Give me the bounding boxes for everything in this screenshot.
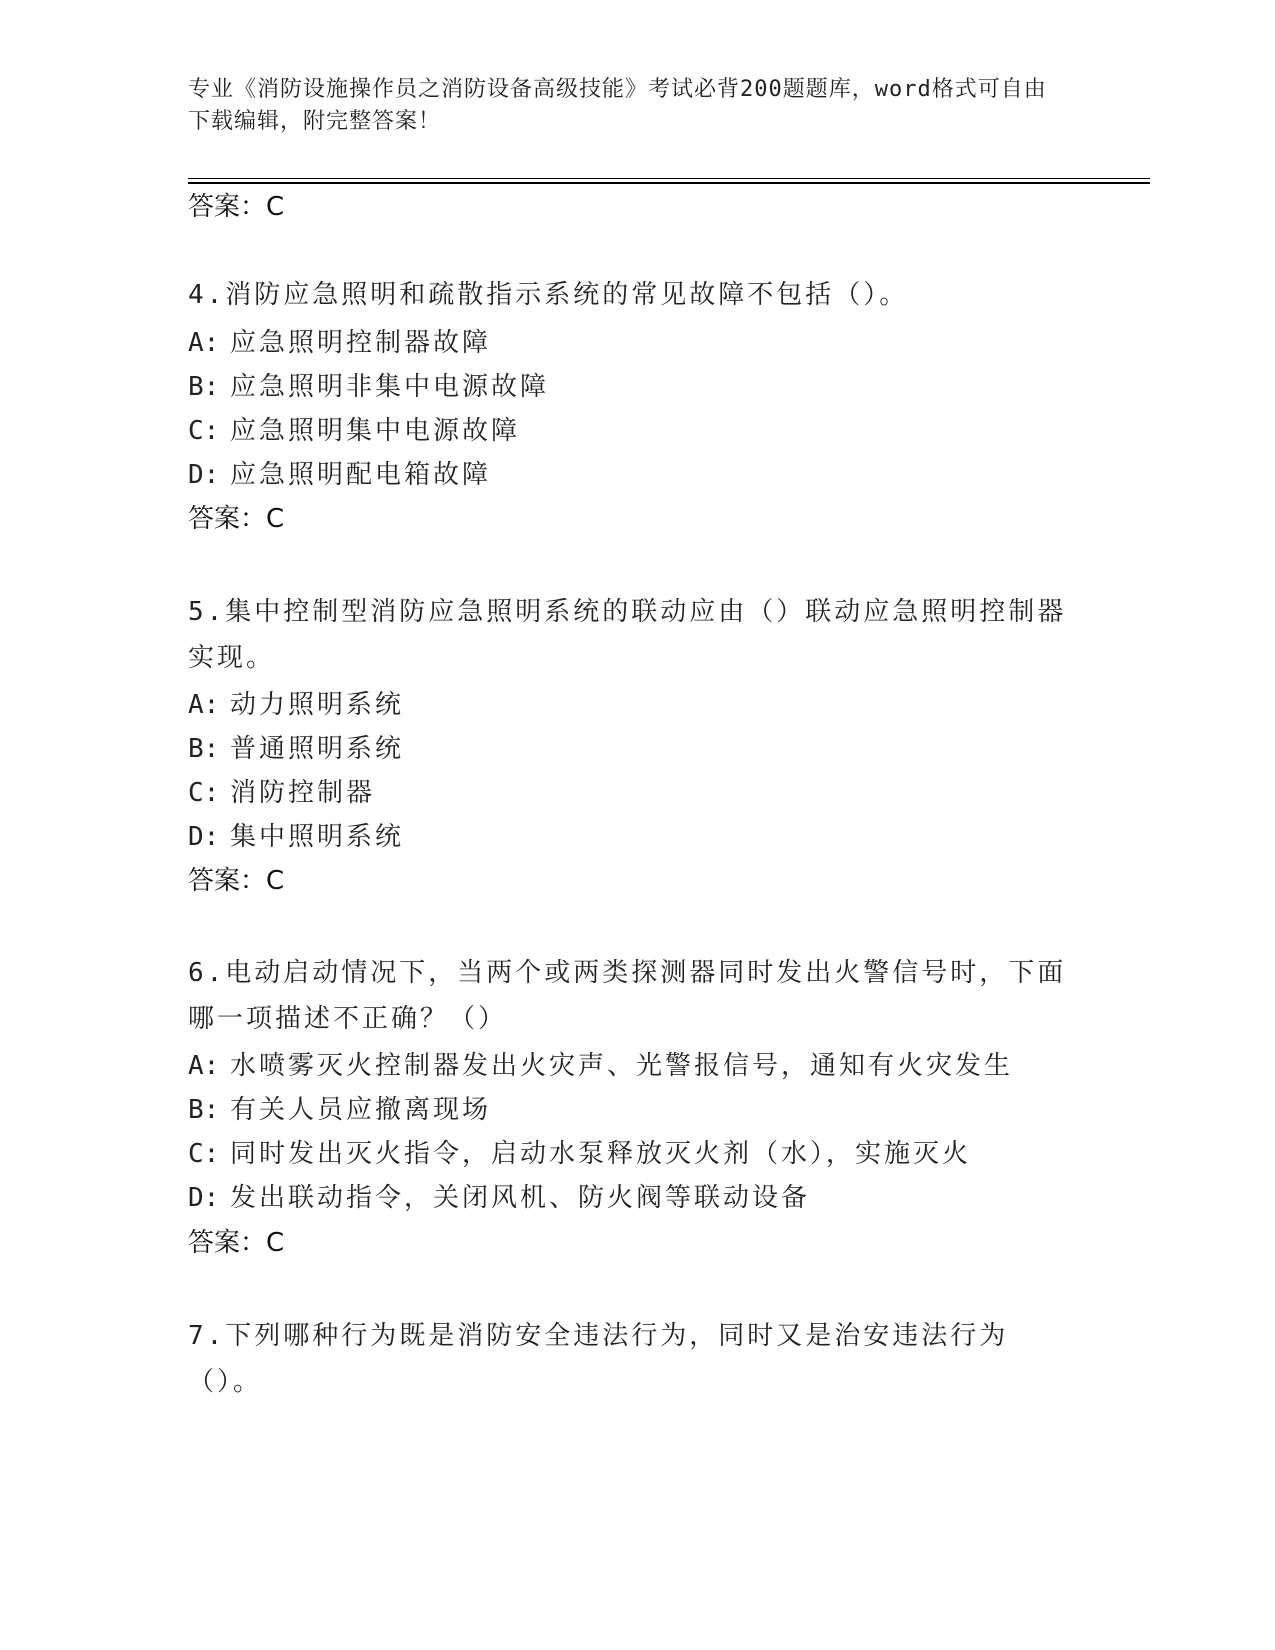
option-key: C: (188, 778, 220, 808)
option-key: C: (188, 1139, 220, 1169)
answer-previous-question: 答案：C (188, 192, 285, 222)
question-4-text: 4.消防应急照明和疏散指示系统的常见故障不包括（）。 (188, 280, 909, 310)
question-4-answer: 答案：C (188, 504, 285, 534)
option-text: 应急照明非集中电源故障 (230, 372, 550, 402)
option-key: B: (188, 1095, 220, 1125)
option-text: 同时发出灭火指令，启动水泵释放灭火剂（水），实施灭火 (230, 1139, 972, 1169)
option-key: A: (188, 328, 220, 358)
question-4-option-d (188, 458, 491, 492)
option-text: 有关人员应撤离现场 (230, 1095, 492, 1125)
option-text: 发出联动指令，关闭风机、防火阀等联动设备 (230, 1183, 811, 1213)
option-key: D: (188, 460, 220, 490)
question-4-option-c (188, 414, 520, 448)
header-divider-thin (188, 178, 1150, 179)
option-text: 动力照明系统 (230, 690, 405, 720)
option-key: A: (188, 1051, 220, 1081)
question-6-text: 6.电动启动情况下，当两个或两类探测器同时发出火警信号时，下面哪一项描述不正确？（） (188, 958, 1067, 1034)
question-6-option-b (188, 1093, 491, 1127)
question-4-option-b (188, 370, 549, 404)
option-key: C: (188, 416, 220, 446)
option-text: 应急照明控制器故障 (230, 328, 492, 358)
question-4-option-a (188, 326, 491, 360)
option-text: 应急照明集中电源故障 (230, 416, 521, 446)
question-6-option-c (188, 1137, 971, 1171)
option-key: A: (188, 690, 220, 720)
option-key: B: (188, 372, 220, 402)
question-5-option-a (188, 688, 404, 722)
option-text: 水喷雾灭火控制器发出火灾声、光警报信号，通知有火灾发生 (230, 1051, 1014, 1081)
question-6-answer: 答案：C (188, 1228, 285, 1258)
document-header: 专业《消防设施操作员之消防设备高级技能》考试必背200题题库，word格式可自由下载编辑，附完整答案！ (188, 77, 1047, 134)
question-5-option-c (188, 776, 375, 810)
question-5-text: 5.集中控制型消防应急照明系统的联动应由（）联动应急照明控制器实现。 (188, 597, 1067, 673)
option-key: B: (188, 734, 220, 764)
option-text: 应急照明配电箱故障 (230, 460, 492, 490)
question-6-option-d (188, 1181, 810, 1215)
option-text: 集中照明系统 (230, 822, 405, 852)
question-5-answer: 答案：C (188, 866, 285, 896)
option-key: D: (188, 822, 220, 852)
question-7-text: 7.下列哪种行为既是消防安全违法行为，同时又是治安违法行为（）。 (188, 1321, 1009, 1397)
header-divider-thick (188, 182, 1150, 184)
question-5-option-b (188, 732, 404, 766)
option-key: D: (188, 1183, 220, 1213)
option-text: 普通照明系统 (230, 734, 405, 764)
question-6-option-a (188, 1049, 1013, 1083)
question-5-option-d (188, 820, 404, 854)
option-text: 消防控制器 (230, 778, 376, 808)
